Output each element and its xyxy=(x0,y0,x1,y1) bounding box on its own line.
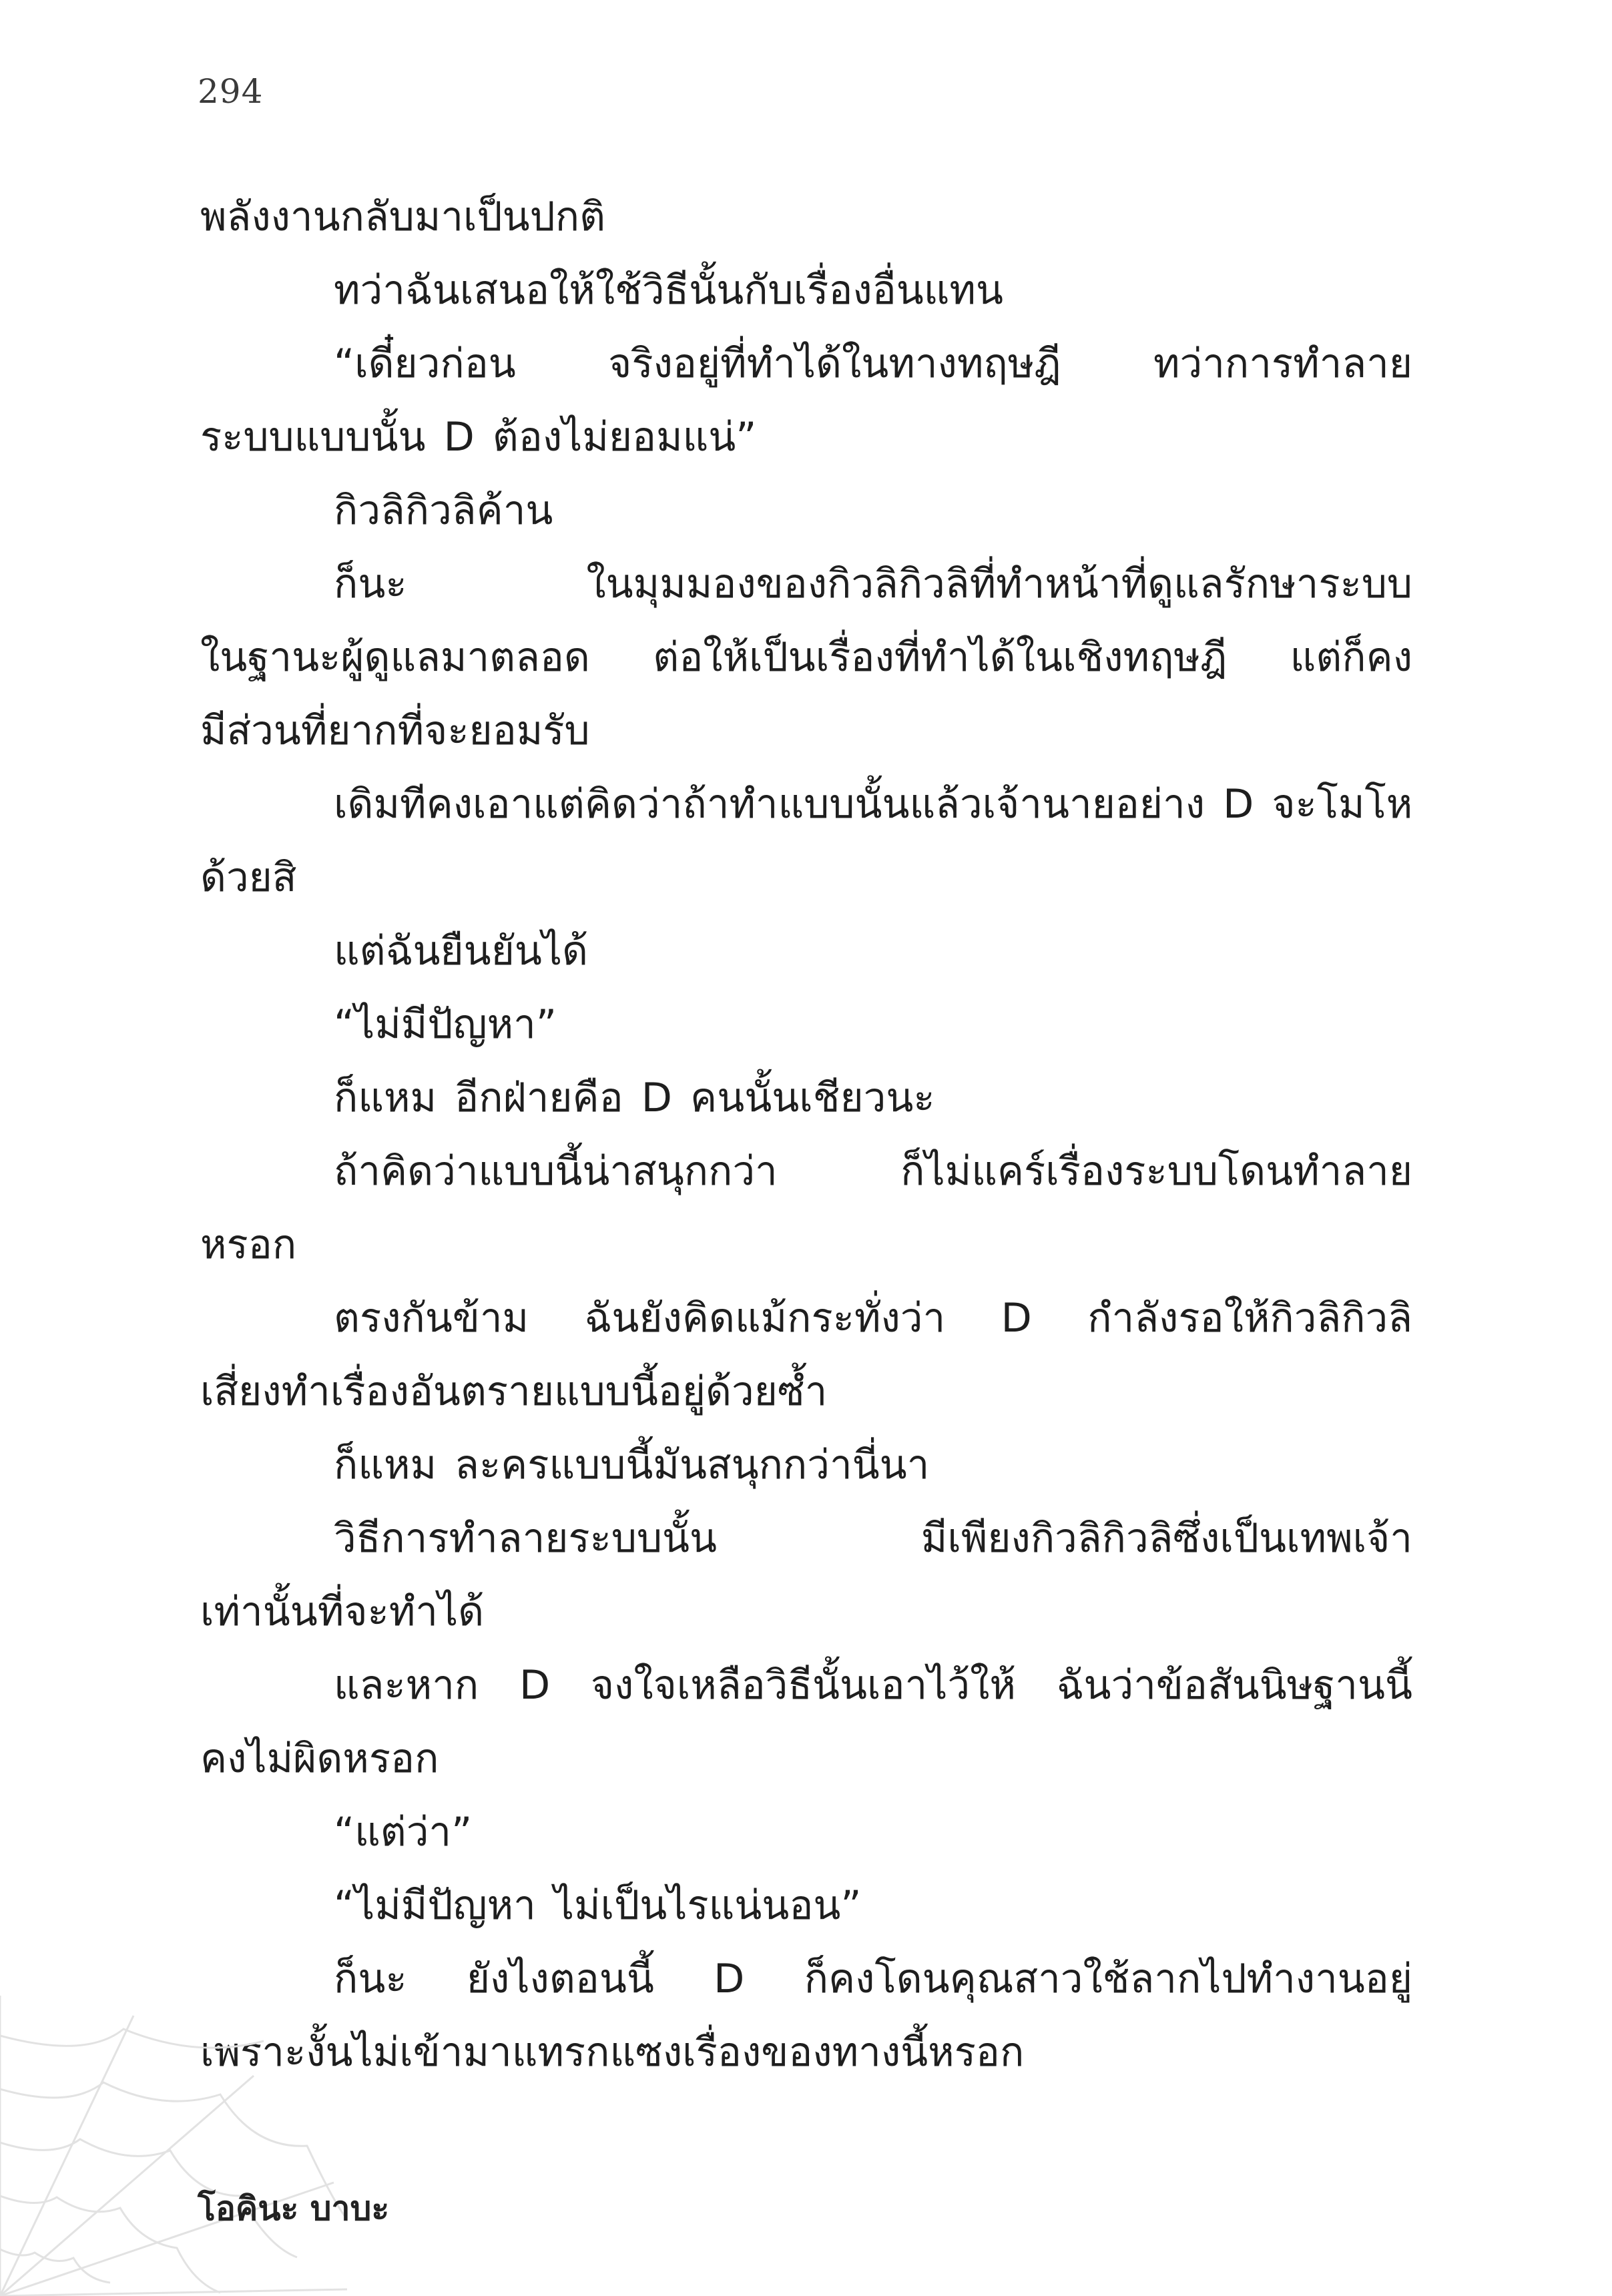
text-line: ในฐานะผู้ดูแลมาตลอด ต่อให้เป็นเรื่องที่ทำได้ในเชิงทฤษฎี แต่ก็คง xyxy=(200,634,1412,681)
text-line: พลังงานกลับมาเป็นปกติ xyxy=(200,194,606,240)
text-line: “ไม่มีปัญหา ไม่เป็นไรแน่นอน” xyxy=(334,1882,862,1929)
text-line: ก็แหม ละครแบบนี้มันสนุกกว่านี่นา xyxy=(334,1442,930,1488)
body-text xyxy=(200,180,1412,2089)
text-line: ระบบแบบนั้น D ต้องไม่ยอมแน่” xyxy=(200,414,757,461)
text-line: เสี่ยงทำเรื่องอันตรายแบบนี้อยู่ด้วยซ้ำ xyxy=(200,1368,828,1415)
text-line: “แต่ว่า” xyxy=(334,1809,473,1855)
spider-web-icon xyxy=(0,1996,347,2296)
text-line: มีส่วนที่ยากที่จะยอมรับ xyxy=(200,707,590,754)
page-number: 294 xyxy=(198,72,264,111)
text-line: วิธีการทำลายระบบนั้น มีเพียงกิวลิกิวลิซึ่งเป็นเทพเจ้า xyxy=(334,1515,1412,1562)
text-line: เท่านั้นที่จะทำได้ xyxy=(200,1589,485,1635)
text-line: “ไม่มีปัญหา” xyxy=(334,1001,557,1048)
text-line: ก็นะ ในมุมมองของกิวลิกิวลิที่ทำหน้าที่ดูแลรักษาระบบ xyxy=(334,561,1412,607)
text-line: คงไม่ผิดหรอก xyxy=(200,1735,439,1782)
footer-author: โอคินะ บาบะ xyxy=(198,2189,390,2228)
text-line: หรอก xyxy=(200,1221,297,1268)
text-line: เดิมทีคงเอาแต่คิดว่าถ้าทำแบบนั้นแล้วเจ้านายอย่าง D จะโมโห xyxy=(334,781,1413,828)
text-line: แต่ฉันยืนยันได้ xyxy=(334,928,589,974)
text-line: เพราะงั้นไม่เข้ามาแทรกแซงเรื่องของทางนี้หรอก xyxy=(200,2029,1025,2076)
text-line: ทว่าฉันเสนอให้ใช้วิธีนั้นกับเรื่องอื่นแทน xyxy=(334,267,1003,314)
text-line: ด้วยสิ xyxy=(200,854,297,901)
text-line: ตรงกันข้าม ฉันยังคิดแม้กระทั่งว่า D กำลังรอให้กิวลิกิวลิ xyxy=(334,1295,1412,1342)
text-line: ถ้าคิดว่าแบบนี้น่าสนุกกว่า ก็ไม่แคร์เรื่องระบบโดนทำลาย xyxy=(334,1148,1412,1195)
text-line: “เดี๋ยวก่อน จริงอยู่ที่ทำได้ในทางทฤษฎี ทว่าการทำลาย xyxy=(334,340,1412,387)
text-line: และหาก D จงใจเหลือวิธีนั้นเอาไว้ให้ ฉันว่าข้อสันนิษฐานนี้ xyxy=(334,1662,1412,1709)
text-line: กิวลิกิวลิค้าน xyxy=(334,487,553,534)
text-line: ก็แหม อีกฝ่ายคือ D คนนั้นเชียวนะ xyxy=(334,1075,935,1121)
text-line: ก็นะ ยังไงตอนนี้ D ก็คงโดนคุณสาวใช้ลากไปทำงานอยู่ xyxy=(334,1956,1412,2002)
